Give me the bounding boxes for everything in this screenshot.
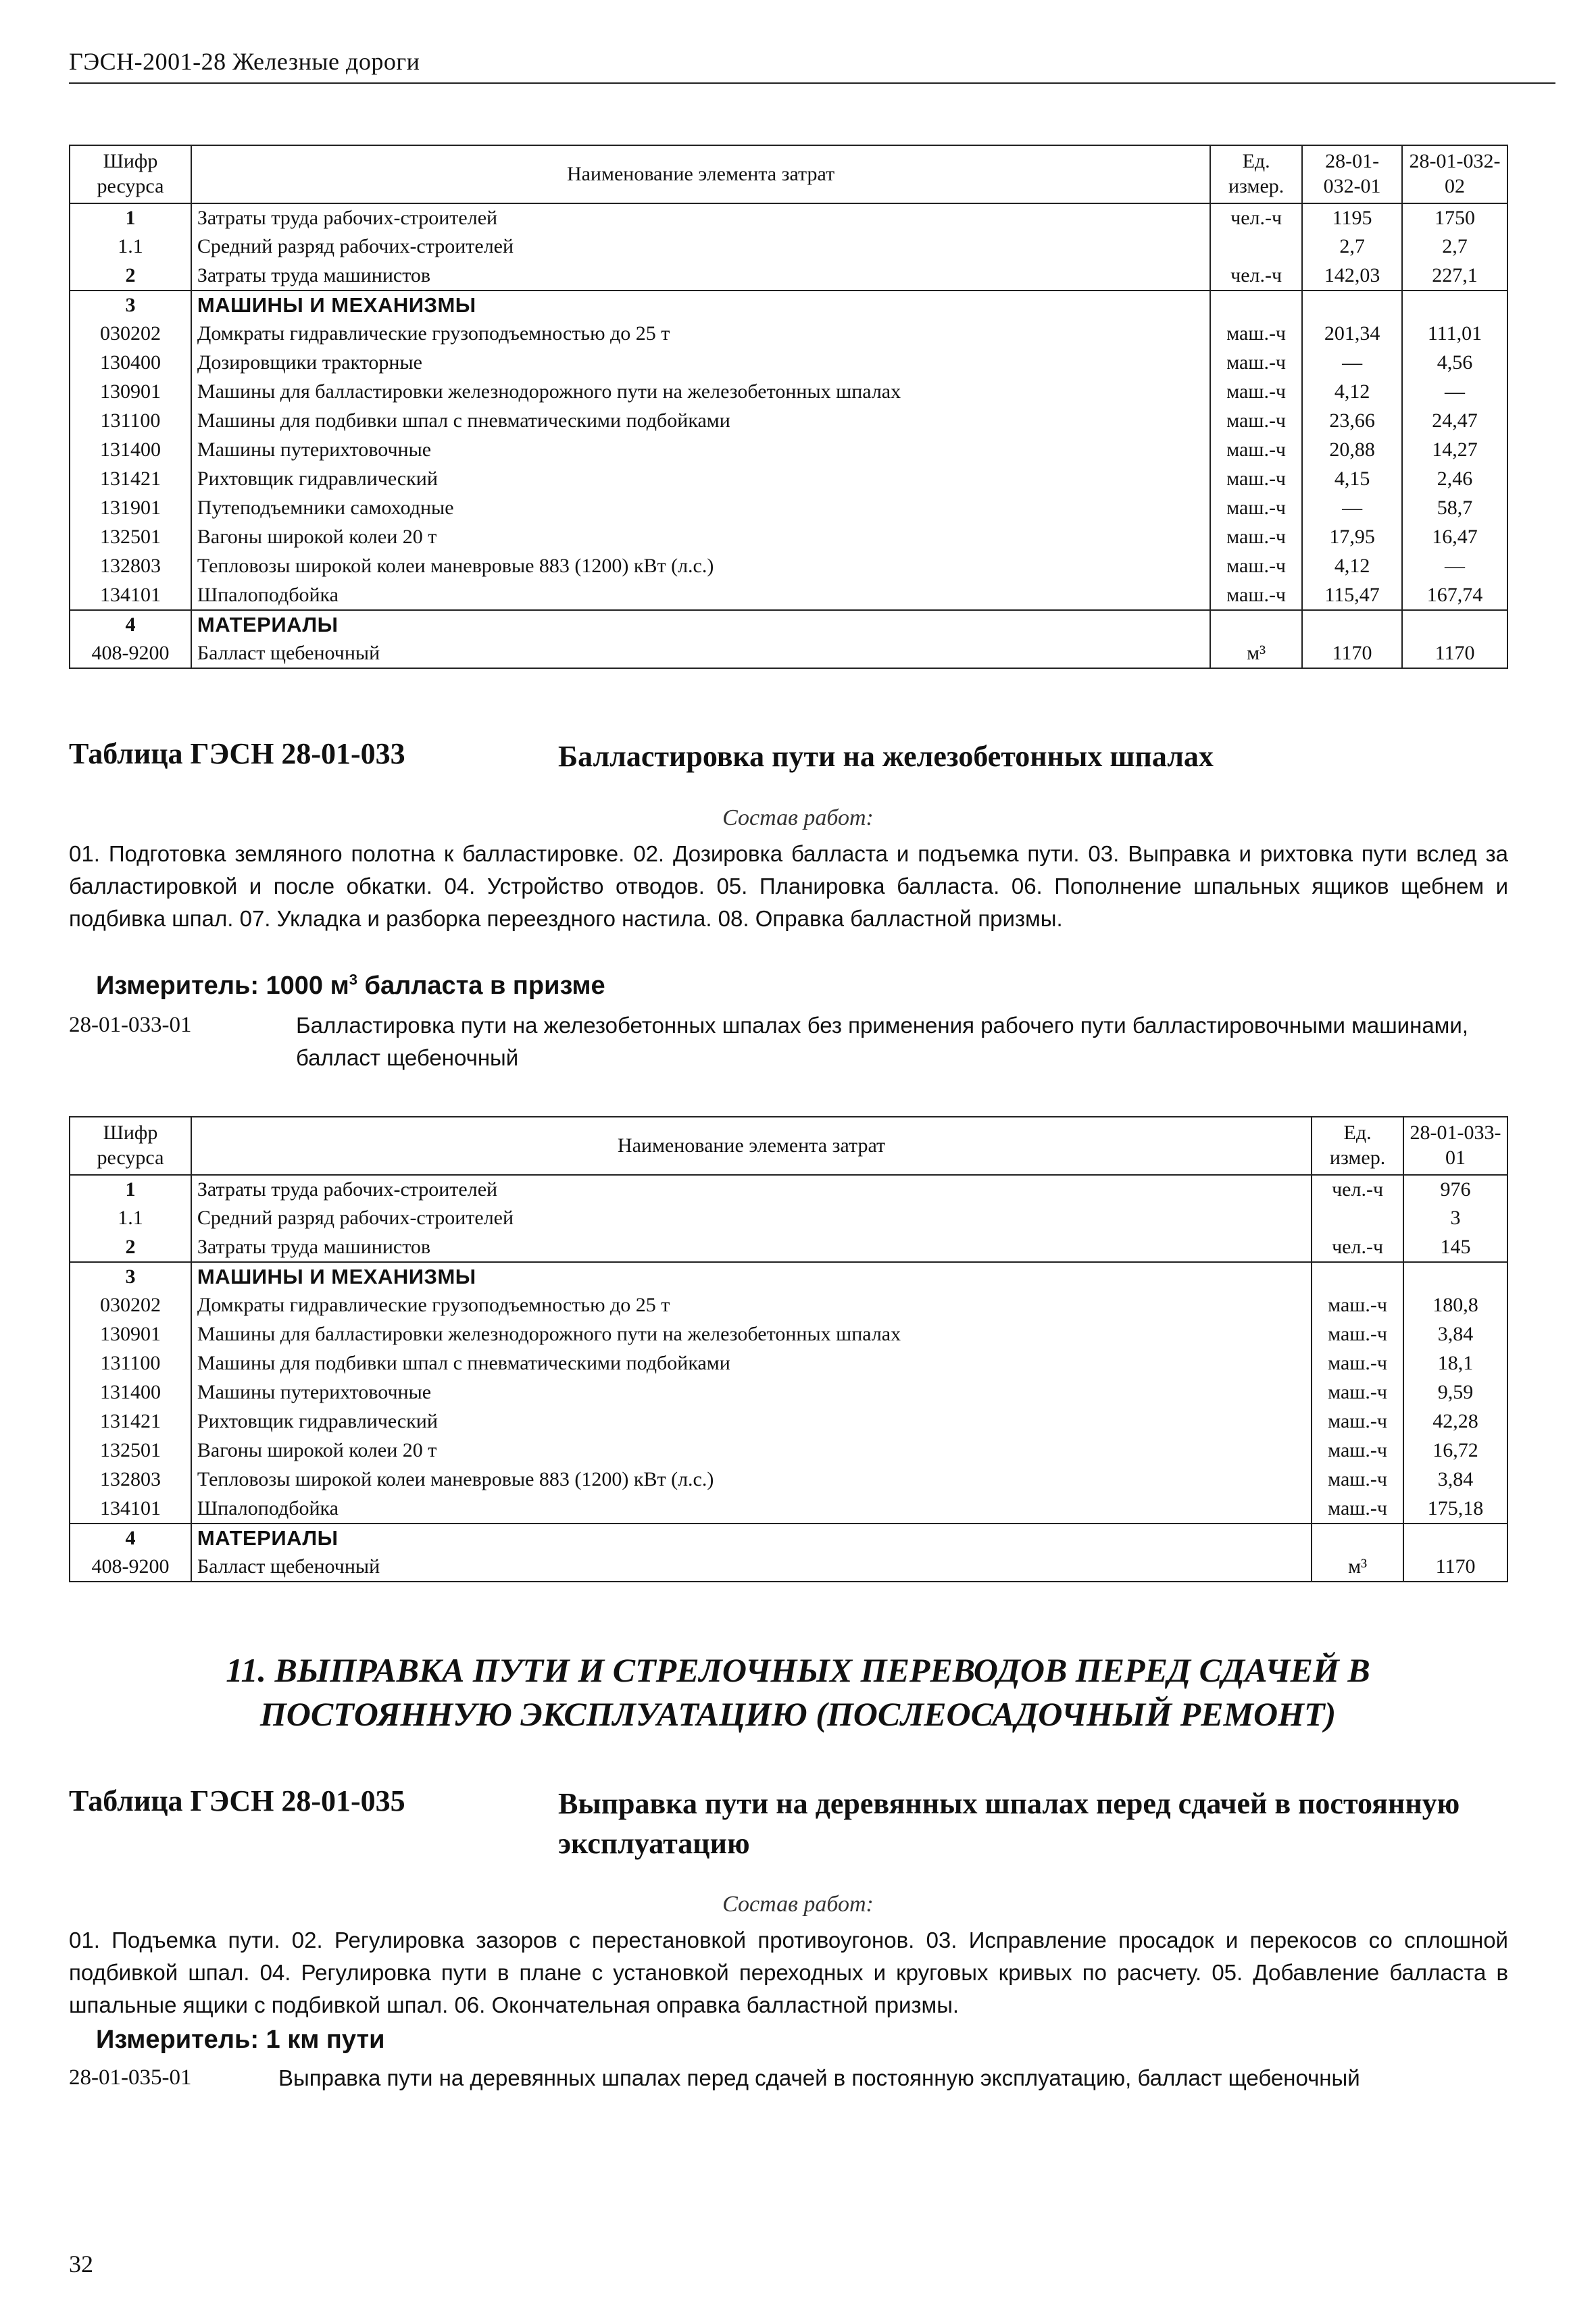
resource-name: Рихтовщик гидравлический xyxy=(191,1407,1312,1436)
table-row xyxy=(70,261,1507,291)
resource-name: Машины для балластировки железнодорожного пути на железобетонных шпалах xyxy=(191,378,1210,407)
unit-cell: маш.-ч xyxy=(1210,465,1302,494)
unit-cell xyxy=(1210,291,1302,320)
table-row xyxy=(70,407,1507,436)
table-row xyxy=(70,1436,1507,1465)
norm-value: — xyxy=(1302,349,1402,378)
unit-cell: чел.-ч xyxy=(1210,261,1302,291)
resource-code: 131100 xyxy=(70,407,191,436)
table-name: Выправка пути на деревянных шпалах перед сдачей в постоянную эксплуатацию xyxy=(558,1787,1460,1861)
section-title: МАШИНЫ И МЕХАНИЗМЫ xyxy=(191,1262,1312,1291)
table-row xyxy=(70,1204,1507,1233)
norm-description: Балластировка пути на железобетонных шпалах без применения рабочего пути балластировочными машинами, балласт щебеночный xyxy=(296,1013,1468,1070)
norm-value: 42,28 xyxy=(1403,1407,1507,1436)
resource-code: 131400 xyxy=(70,1378,191,1407)
unit-cell: маш.-ч xyxy=(1312,1465,1403,1494)
section-title: МАТЕРИАЛЫ xyxy=(191,610,1210,639)
table-row xyxy=(70,436,1507,465)
unit-cell: маш.-ч xyxy=(1312,1349,1403,1378)
norm-value: 4,12 xyxy=(1302,552,1402,581)
unit-cell: чел.-ч xyxy=(1312,1175,1403,1204)
norm-value: 20,88 xyxy=(1302,436,1402,465)
unit-cell: маш.-ч xyxy=(1210,494,1302,523)
resource-code: 030202 xyxy=(70,320,191,349)
resource-code: 134101 xyxy=(70,1494,191,1524)
section-heading xyxy=(0,1649,1596,1736)
unit-cell xyxy=(1210,232,1302,261)
col-name-header: Наименование элемента затрат xyxy=(191,1117,1312,1175)
col-unit-header: Ед. измер. xyxy=(1210,145,1302,203)
unit-cell: маш.-ч xyxy=(1312,1436,1403,1465)
table-row xyxy=(70,1494,1507,1524)
norm-code: 28-01-035-01 xyxy=(69,2065,192,2090)
resource-name: Машины для подбивки шпал с пневматическими подбойками xyxy=(191,1349,1312,1378)
norm-value: 1170 xyxy=(1402,639,1507,668)
composition-label: Состав работ: xyxy=(722,805,874,830)
col-norm-header: 28-01-032-02 xyxy=(1402,145,1507,203)
norm-value xyxy=(1403,1524,1507,1553)
norm-value: — xyxy=(1402,552,1507,581)
table-row xyxy=(70,320,1507,349)
resource-code: 131421 xyxy=(70,465,191,494)
resource-name: Средний разряд рабочих-строителей xyxy=(191,232,1210,261)
unit-cell xyxy=(1312,1204,1403,1233)
norm-value: 142,03 xyxy=(1302,261,1402,291)
section-heading-line: 11. ВЫПРАВКА ПУТИ И СТРЕЛОЧНЫХ ПЕРЕВОДОВ ПЕРЕД СДАЧЕЙ В xyxy=(226,1651,1370,1689)
resource-name: Балласт щебеночный xyxy=(191,639,1210,668)
header-rule xyxy=(69,82,1555,84)
unit-cell xyxy=(1312,1524,1403,1553)
resource-table-28-01-033 xyxy=(69,1116,1508,1582)
resource-table-28-01-032 xyxy=(69,145,1508,669)
unit-cell: маш.-ч xyxy=(1210,552,1302,581)
section-title: МАТЕРИАЛЫ xyxy=(191,1524,1312,1553)
table-row xyxy=(70,494,1507,523)
table-row xyxy=(70,1407,1507,1436)
table-label: Таблица ГЭСН 28-01-035 xyxy=(69,1784,405,1817)
resource-code: 408-9200 xyxy=(70,639,191,668)
composition-label: Состав работ: xyxy=(722,1892,874,1917)
norm-value: 3 xyxy=(1403,1204,1507,1233)
resource-code: 3 xyxy=(70,291,191,320)
unit-cell: м³ xyxy=(1210,639,1302,668)
resource-name: Затраты труда машинистов xyxy=(191,261,1210,291)
resource-code: 030202 xyxy=(70,1291,191,1320)
norm-value: 23,66 xyxy=(1302,407,1402,436)
norm-value: 16,72 xyxy=(1403,1436,1507,1465)
unit-cell xyxy=(1312,1262,1403,1291)
resource-name: Машины путерихтовочные xyxy=(191,1378,1312,1407)
resource-name: Вагоны широкой колеи 20 т xyxy=(191,1436,1312,1465)
unit-cell xyxy=(1210,610,1302,639)
table-row xyxy=(70,581,1507,610)
table-row xyxy=(70,378,1507,407)
resource-name: Машины для балластировки железнодорожного пути на железобетонных шпалах xyxy=(191,1320,1312,1349)
col-norm-header: 28-01-033-01 xyxy=(1403,1117,1507,1175)
norm-value: 4,56 xyxy=(1402,349,1507,378)
resource-name: Затраты труда машинистов xyxy=(191,1233,1312,1262)
table-header-row xyxy=(70,145,1507,203)
norm-value: 16,47 xyxy=(1402,523,1507,552)
col-name-header: Наименование элемента затрат xyxy=(191,145,1210,203)
resource-name: Затраты труда рабочих-строителей xyxy=(191,1175,1312,1204)
table-row xyxy=(70,349,1507,378)
table-row xyxy=(70,639,1507,668)
resource-name: Рихтовщик гидравлический xyxy=(191,465,1210,494)
resource-code: 131421 xyxy=(70,1407,191,1436)
norm-value xyxy=(1402,291,1507,320)
unit-cell: маш.-ч xyxy=(1210,523,1302,552)
unit-cell: маш.-ч xyxy=(1210,378,1302,407)
table-row xyxy=(70,523,1507,552)
resource-code: 130400 xyxy=(70,349,191,378)
table-row xyxy=(70,1378,1507,1407)
norm-value: 58,7 xyxy=(1402,494,1507,523)
norm-value: 9,59 xyxy=(1403,1378,1507,1407)
col-code-header: Шифр ресурса xyxy=(70,1117,191,1175)
resource-code: 134101 xyxy=(70,581,191,610)
norm-value: 1170 xyxy=(1302,639,1402,668)
resource-name: Путеподъемники самоходные xyxy=(191,494,1210,523)
resource-code: 1.1 xyxy=(70,232,191,261)
unit-cell: маш.-ч xyxy=(1210,436,1302,465)
norm-value: 976 xyxy=(1403,1175,1507,1204)
norm-value: 227,1 xyxy=(1402,261,1507,291)
resource-code: 1.1 xyxy=(70,1204,191,1233)
norm-value xyxy=(1402,610,1507,639)
table-row xyxy=(70,1175,1507,1204)
resource-name: Вагоны широкой колеи 20 т xyxy=(191,523,1210,552)
table-name: Балластировка пути на железобетонных шпалах xyxy=(558,740,1214,773)
unit-cell: маш.-ч xyxy=(1210,349,1302,378)
norm-value: — xyxy=(1402,378,1507,407)
unit-cell: чел.-ч xyxy=(1312,1233,1403,1262)
norm-value: 1195 xyxy=(1302,203,1402,232)
resource-code: 131901 xyxy=(70,494,191,523)
col-norm-header: 28-01-032-01 xyxy=(1302,145,1402,203)
norm-value: 3,84 xyxy=(1403,1465,1507,1494)
norm-value: 2,46 xyxy=(1402,465,1507,494)
unit-cell: маш.-ч xyxy=(1312,1494,1403,1524)
resource-code: 131100 xyxy=(70,1349,191,1378)
resource-code: 4 xyxy=(70,610,191,639)
norm-value: 18,1 xyxy=(1403,1349,1507,1378)
norm-value: 24,47 xyxy=(1402,407,1507,436)
unit-cell: маш.-ч xyxy=(1312,1378,1403,1407)
resource-code: 4 xyxy=(70,1524,191,1553)
norm-value xyxy=(1302,610,1402,639)
unit-cell: чел.-ч xyxy=(1210,203,1302,232)
norm-value: 4,12 xyxy=(1302,378,1402,407)
resource-code: 132501 xyxy=(70,1436,191,1465)
table-row xyxy=(70,1465,1507,1494)
norm-value: 175,18 xyxy=(1403,1494,1507,1524)
unit-cell: маш.-ч xyxy=(1210,581,1302,610)
unit-cell: м³ xyxy=(1312,1553,1403,1582)
table-header-row xyxy=(70,1117,1507,1175)
section-heading-line: ПОСТОЯННУЮ ЭКСПЛУАТАЦИЮ (ПОСЛЕОСАДОЧНЫЙ РЕМОНТ) xyxy=(259,1695,1337,1733)
table-body xyxy=(70,1175,1507,1582)
table-section-row xyxy=(70,610,1507,639)
norm-description: Выправка пути на деревянных шпалах перед сдачей в постоянную эксплуатацию, балласт щебеночный xyxy=(278,2065,1360,2090)
norm-value: 145 xyxy=(1403,1233,1507,1262)
table-section-row xyxy=(70,1262,1507,1291)
measure-prefix: Измеритель: 1000 м xyxy=(96,972,349,1000)
composition-text: 01. Подъемка пути. 02. Регулировка зазоров с перестановкой противоугонов. 03. Исправление просадок и перекосов со сплошной подбивкой шпал. 04. Регулировка пути в плане с установкой переходных и круговых кривых по расчету. 05. Добавление балласта в шпальные ящики с подбивкой шпал. 06. Окончательная оправка балластной призмы. xyxy=(69,1928,1508,2017)
resource-code: 408-9200 xyxy=(70,1553,191,1582)
norm-value: 180,8 xyxy=(1403,1291,1507,1320)
resource-name: Балласт щебеночный xyxy=(191,1553,1312,1582)
unit-cell: маш.-ч xyxy=(1312,1291,1403,1320)
norm-value: 14,27 xyxy=(1402,436,1507,465)
norm-value: 111,01 xyxy=(1402,320,1507,349)
resource-name: Домкраты гидравлические грузоподъемностью до 25 т xyxy=(191,1291,1312,1320)
unit-cell: маш.-ч xyxy=(1312,1407,1403,1436)
table-body xyxy=(70,203,1507,668)
col-unit-header: Ед. измер. xyxy=(1312,1117,1403,1175)
norm-value: 2,7 xyxy=(1302,232,1402,261)
section-title: МАШИНЫ И МЕХАНИЗМЫ xyxy=(191,291,1210,320)
resource-code: 130901 xyxy=(70,1320,191,1349)
resource-code: 131400 xyxy=(70,436,191,465)
resource-code: 132501 xyxy=(70,523,191,552)
resource-name: Дозировщики тракторные xyxy=(191,349,1210,378)
measure-suffix: балласта в призме xyxy=(357,972,605,1000)
norm-value: 115,47 xyxy=(1302,581,1402,610)
resource-code: 2 xyxy=(70,261,191,291)
norm-value: 1750 xyxy=(1402,203,1507,232)
resource-name: Средний разряд рабочих-строителей xyxy=(191,1204,1312,1233)
resource-code: 1 xyxy=(70,203,191,232)
norm-value: 3,84 xyxy=(1403,1320,1507,1349)
unit-cell: маш.-ч xyxy=(1312,1320,1403,1349)
unit-cell: маш.-ч xyxy=(1210,320,1302,349)
norm-value: 201,34 xyxy=(1302,320,1402,349)
running-header: ГЭСН-2001-28 Железные дороги xyxy=(69,48,420,75)
unit-cell: маш.-ч xyxy=(1210,407,1302,436)
resource-code: 1 xyxy=(70,1175,191,1204)
table-row xyxy=(70,232,1507,261)
resource-code: 130901 xyxy=(70,378,191,407)
composition-text: 01. Подготовка земляного полотна к балластировке. 02. Дозировка балласта и подъемка пути. 03. Выправка и рихтовка пути вслед за балластировкой и после обкатки. 04. Устройство отводов. 05. Планировка балласта. 06. Пополнение шпальных ящиков щебнем и подбивка шпал. 07. Укладка и разборка переездного настила. 08. Оправка балластной призмы. xyxy=(69,841,1508,931)
resource-name: Тепловозы широкой колеи маневровые 883 (1200) кВт (л.с.) xyxy=(191,552,1210,581)
resource-name: Шпалоподбойка xyxy=(191,1494,1312,1524)
measure-unit: Измеритель: 1 км пути xyxy=(96,2026,385,2054)
col-code-header: Шифр ресурса xyxy=(70,145,191,203)
resource-code: 2 xyxy=(70,1233,191,1262)
table-section-row xyxy=(70,1524,1507,1553)
resource-name: Затраты труда рабочих-строителей xyxy=(191,203,1210,232)
table-row xyxy=(70,1291,1507,1320)
resource-code: 3 xyxy=(70,1262,191,1291)
norm-value: — xyxy=(1302,494,1402,523)
table-row xyxy=(70,1349,1507,1378)
norm-value: 2,7 xyxy=(1402,232,1507,261)
measure-unit xyxy=(96,972,605,1001)
resource-name: Машины путерихтовочные xyxy=(191,436,1210,465)
table-row xyxy=(70,1553,1507,1582)
table-row xyxy=(70,1233,1507,1262)
resource-name: Машины для подбивки шпал с пневматическими подбойками xyxy=(191,407,1210,436)
norm-value: 1170 xyxy=(1403,1553,1507,1582)
resource-code: 132803 xyxy=(70,1465,191,1494)
resource-name: Домкраты гидравлические грузоподъемностью до 25 т xyxy=(191,320,1210,349)
resource-name: Шпалоподбойка xyxy=(191,581,1210,610)
resource-code: 132803 xyxy=(70,552,191,581)
norm-value: 17,95 xyxy=(1302,523,1402,552)
table-row xyxy=(70,203,1507,232)
resource-name: Тепловозы широкой колеи маневровые 883 (1200) кВт (л.с.) xyxy=(191,1465,1312,1494)
norm-value: 167,74 xyxy=(1402,581,1507,610)
norm-value xyxy=(1403,1262,1507,1291)
table-row xyxy=(70,465,1507,494)
table-row xyxy=(70,552,1507,581)
table-label: Таблица ГЭСН 28-01-033 xyxy=(69,737,405,770)
norm-value: 4,15 xyxy=(1302,465,1402,494)
norm-code: 28-01-033-01 xyxy=(69,1013,192,1037)
measure-superscript: 3 xyxy=(349,971,357,988)
table-row xyxy=(70,1320,1507,1349)
table-section-row xyxy=(70,291,1507,320)
norm-value xyxy=(1302,291,1402,320)
page-number: 32 xyxy=(69,2250,93,2278)
